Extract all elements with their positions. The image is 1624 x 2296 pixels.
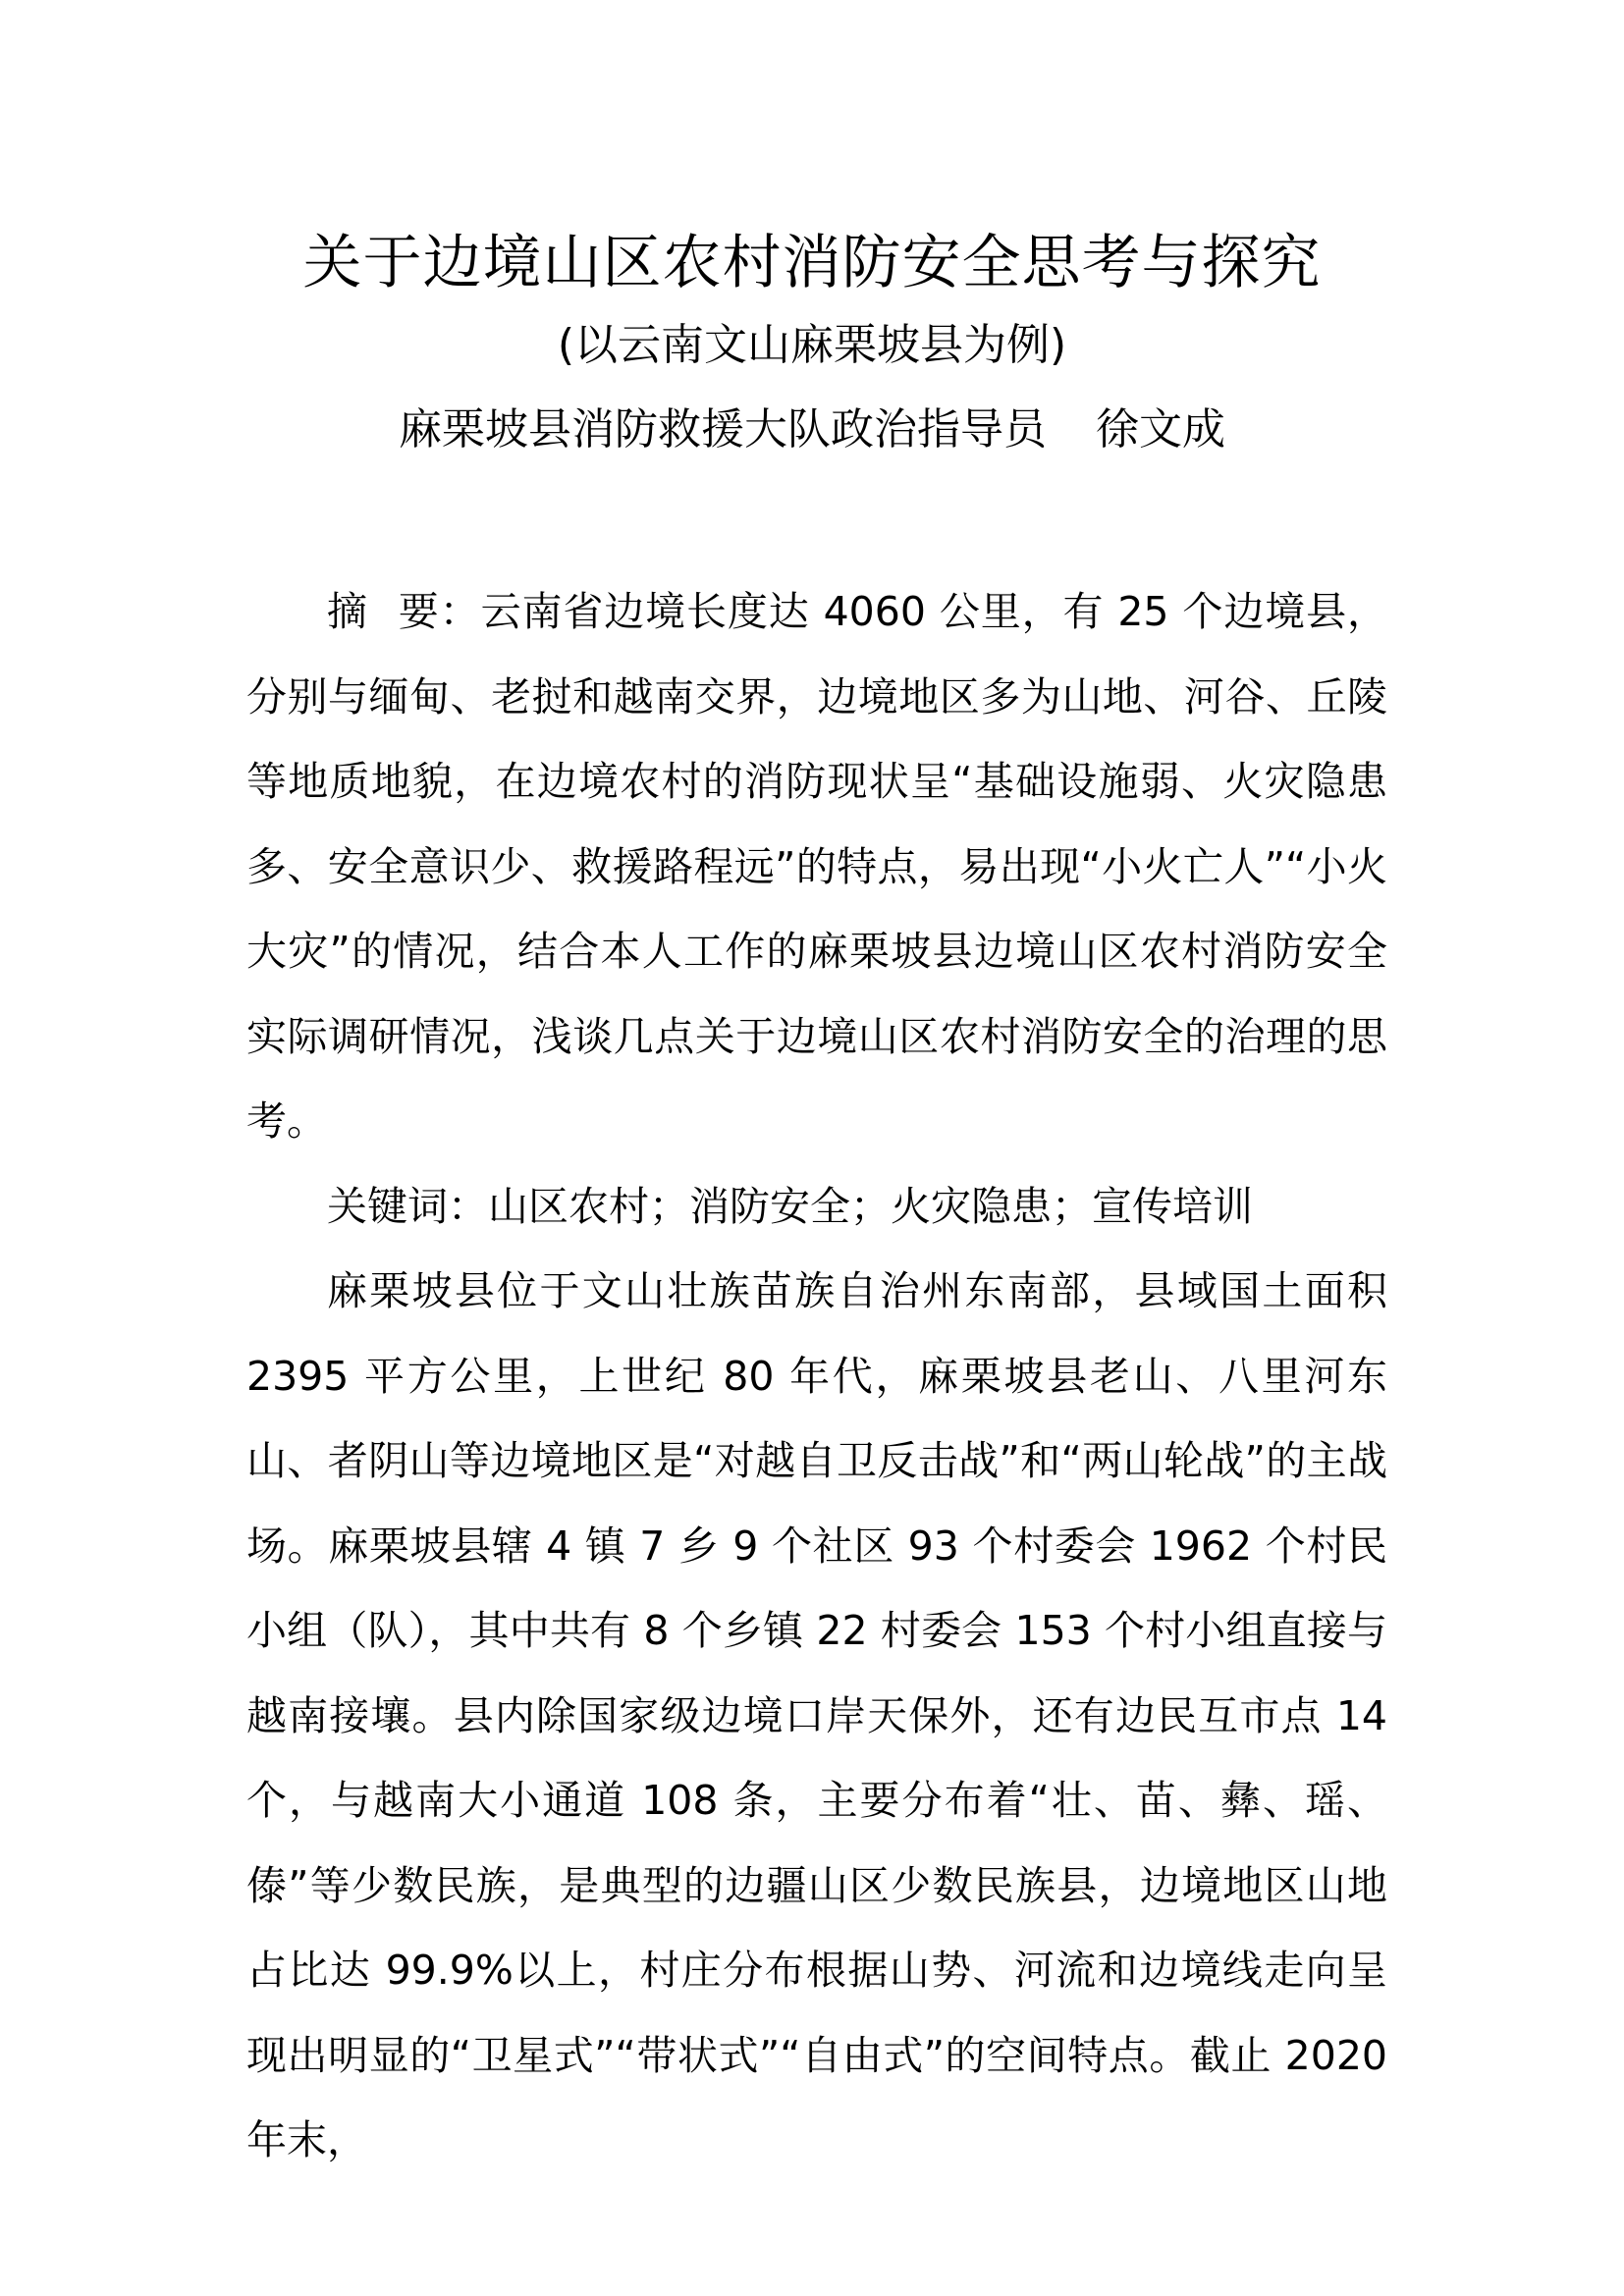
author-name: 徐文成 bbox=[1096, 404, 1225, 454]
keywords-label: 关键词： bbox=[327, 1182, 488, 1230]
author-position: 麻栗坡县消防救援大队政治指导员 bbox=[399, 404, 1047, 454]
keywords-paragraph bbox=[246, 1164, 1387, 1250]
author-line bbox=[0, 400, 1624, 459]
document-subtitle: (以云南文山麻栗坡县为例) bbox=[557, 320, 1067, 370]
abstract-label-1: 摘 bbox=[327, 588, 368, 635]
abstract-paragraph bbox=[246, 569, 1387, 1164]
keywords-text: 山区农村；消防安全；火灾隐患；宣传培训 bbox=[488, 1182, 1253, 1230]
abstract-text: 云南省边境长度达 4060 公里，有 25 个边境县，分别与缅甸、老挝和越南交界，边境地区多为山地、河谷、丘陵等地质地貌，在边境农村的消防现状呈“基础设施弱、火灾隐患多、安全意识少、救援路程远”的特点，易出现“小火亡人”“小火大灾”的情况，结合本人工作的麻栗坡县边境山区农村消防安全实际调研情况，浅谈几点关于边境山区农村消防安全的治理的思考。 bbox=[246, 588, 1387, 1145]
document-title: 关于边境山区农村消防安全思考与探究 bbox=[302, 229, 1322, 297]
body-paragraph: 麻栗坡县位于文山壮族苗族自治州东南部，县域国土面积 2395 平方公里，上世纪 80 年代，麻栗坡县老山、八里河东山、者阴山等边境地区是“对越自卫反击战”和“两山轮战”的主战场。麻栗坡县辖 4 镇 7 乡 9 个社区 93 个村委会 1962 个村民小组（队），其中共有 8 个乡镇 22 村委会 153 个村小组直接与越南接壤。县内除国家级边境口岸天保外，还有边民互市点 14 个，与越南大小通道 108 条，主要分布着“壮、苗、彝、瑶、傣”等少数民族，是典型的边疆山区少数民族县，边境地区山地占比达 99.9%以上，村庄分布根据山势、河流和边境线走向呈现出明显的“卫星式”“带状式”“自由式”的空间特点。截止 2020 年末， bbox=[246, 1267, 1387, 2163]
document-body bbox=[246, 569, 1387, 2183]
abstract-label-2: 要： bbox=[397, 588, 481, 635]
